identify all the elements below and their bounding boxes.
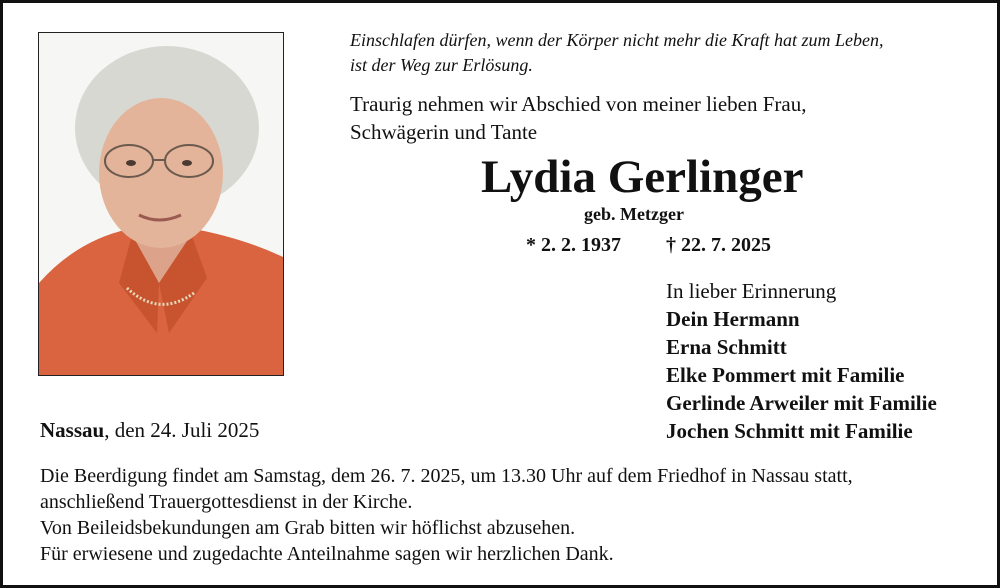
mourner-name: Erna Schmitt: [666, 335, 787, 359]
quote: [350, 28, 990, 78]
info-line: anschließend Trauergottesdienst in der Kirche.: [40, 491, 413, 513]
intro-text: [350, 90, 990, 146]
place: Nassau: [40, 418, 105, 442]
intro-line: Traurig nehmen wir Abschied von meiner lieben Frau,: [350, 92, 807, 116]
mourners-list: [666, 277, 937, 445]
date: , den 24. Juli 2025: [104, 418, 260, 442]
portrait-photo: [38, 32, 284, 376]
info-line: Die Beerdigung findet am Samstag, dem 26. 7. 2025, um 13.30 Uhr auf dem Friedhof in Nassau statt,: [40, 465, 853, 487]
mourner-name: Elke Pommert mit Familie: [666, 363, 905, 387]
info-line: Für erwiesene und zugedachte Anteilnahme sagen wir herzlichen Dank.: [40, 543, 614, 565]
funeral-info: [40, 463, 990, 567]
maiden-name: geb. Metzger: [584, 204, 684, 224]
intro-line: Schwägerin und Tante: [350, 120, 538, 144]
mourners-intro: In lieber Erinnerung: [666, 279, 837, 303]
deceased-name: Lydia Gerlinger: [481, 151, 804, 203]
quote-line: Einschlafen dürfen, wenn der Körper nicht mehr die Kraft hat zum Leben,: [350, 30, 884, 50]
mourner-name: Jochen Schmitt mit Familie: [666, 419, 913, 443]
place-date: [40, 416, 259, 444]
info-line: Von Beileidsbekundungen am Grab bitten wir höflichst abzusehen.: [40, 517, 576, 539]
death-date: † 22. 7. 2025: [666, 234, 771, 256]
mourner-name: Gerlinde Arweiler mit Familie: [666, 391, 937, 415]
birth-date: * 2. 2. 1937: [526, 234, 621, 256]
mourner-name: Dein Hermann: [666, 307, 800, 331]
quote-line: ist der Weg zur Erlösung.: [350, 55, 533, 75]
